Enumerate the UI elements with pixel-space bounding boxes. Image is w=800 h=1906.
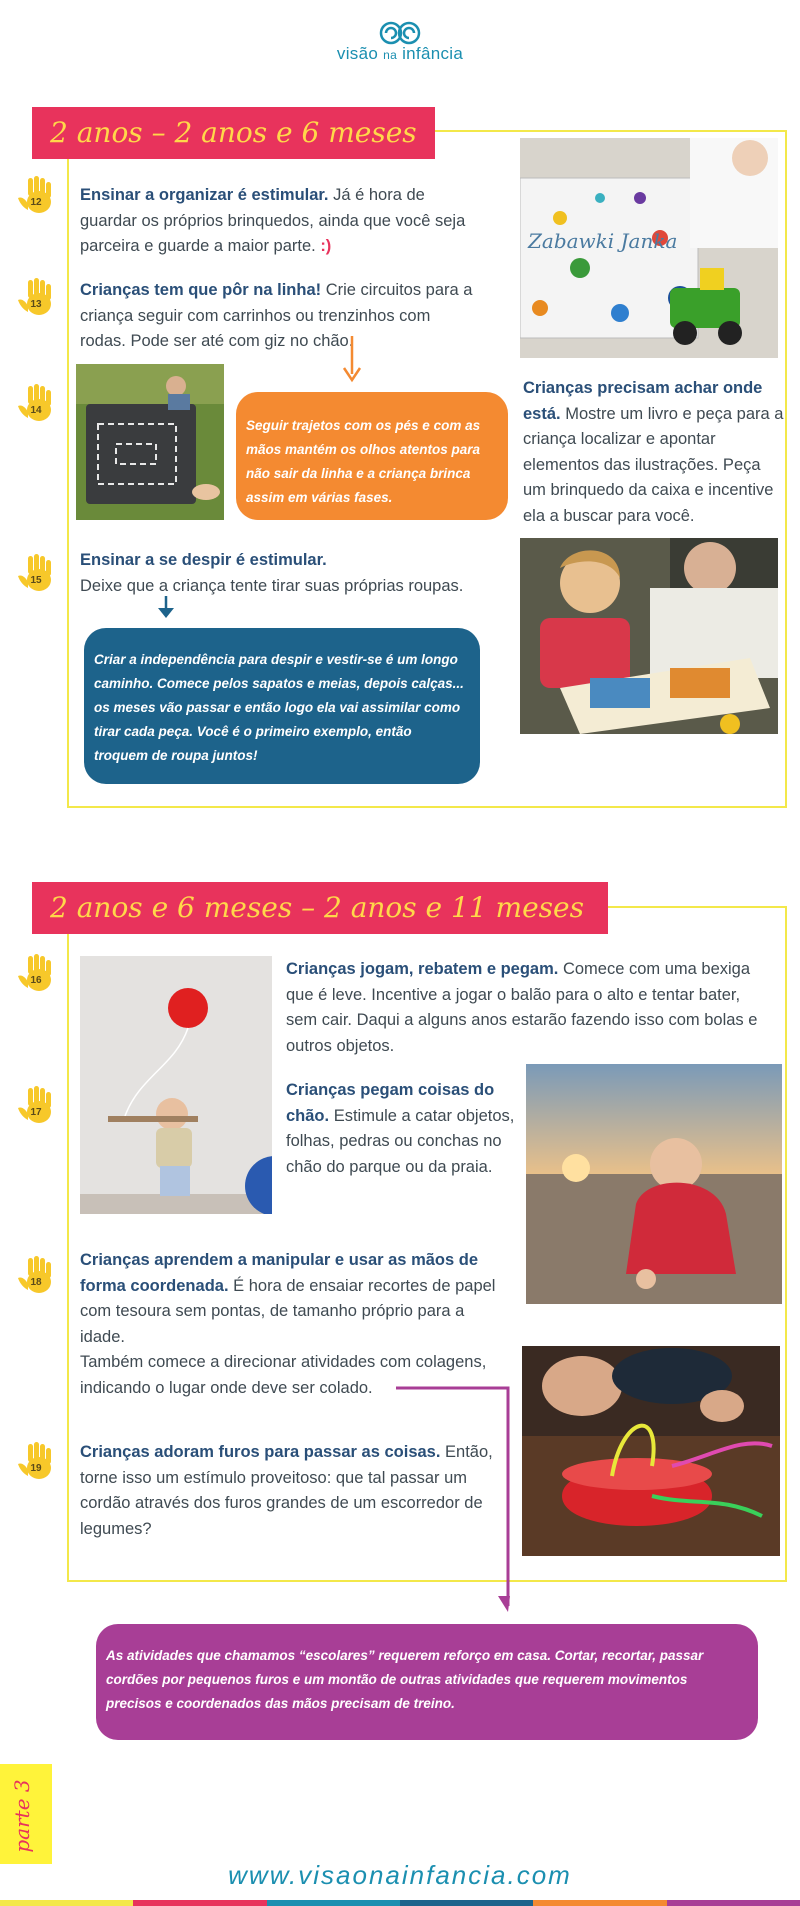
item-15-text [80,548,500,599]
photo-beach-child [526,1064,782,1304]
item-13-text: Crianças tem que pôr na linha! Crie circuitos para a criança seguir com carrinhos ou trenzinhos com rodas. Pode ser até com giz no chão. [80,281,473,350]
item-15-title: Ensinar a se despir é estimular. [80,551,327,569]
item-18-text [80,1248,508,1401]
hand-number-17 [14,1084,58,1128]
photo-balloon [80,956,272,1214]
item-14-text: Crianças precisam achar onde está. Mostre um livro e peça para a criança localizar e apontar elementos das ilustrações. Peça um brinquedo da caixa e incentive ela a buscar para você. [523,379,784,525]
photo-reading-book [520,538,778,734]
logo-text: visão na infância [336,44,464,63]
hand-number-12 [14,174,58,218]
item-16-text: Crianças jogam, rebatem e pegam. Comece com uma bexiga que é leve. Incentive a jogar o balão para o alto e tentar bater, sem cair. Daqui a alguns anos estarão fazendo isso com bolas e outros objetos. [286,960,758,1055]
hand-icon [14,174,58,218]
hand-icon [14,1440,58,1484]
callout-orange: Seguir trajetos com os pés e com as mãos mantém os olhos atentos para não sair da linha e a criança brinca assim em várias fases. [236,392,508,520]
hand-number-19 [14,1440,58,1484]
section-2-title: 2 anos e 6 meses – 2 anos e 11 meses [32,882,608,934]
spiral-eyes-logo-icon [379,20,421,46]
hand-icon [14,1084,58,1128]
item-number: 16 [30,975,42,986]
item-number: 17 [30,1107,42,1118]
item-18-body: Crianças aprendem a manipular e usar as mãos de forma coordenada. É hora de ensaiar recortes de papel com tesoura sem pontas, de tamanho próprio para a idade. [80,1251,496,1346]
photo-road-track [76,364,224,520]
section-1-title: 2 anos – 2 anos e 6 meses [32,107,435,159]
photo-colander [522,1346,780,1556]
hand-number-15 [14,552,58,596]
callout-blue: Criar a independência para despir e vestir-se é um longo caminho. Comece pelos sapatos e meias, depois calças... os meses vão passar e então logo ela vai assimilar como tirar cada peça. Você é o primeiro exemplo, então troquem de roupa juntos! [84,628,480,784]
item-number: 14 [30,405,42,416]
item-12-text: Ensinar a organizar é estimular. Já é hora de guardar os próprios brinquedos, ainda que você seja parceira e guarde a maior parte. :) [80,186,466,255]
item-15-body: Deixe que a criança tente tirar suas próprias roupas. [80,576,464,595]
item-17-text: Crianças pegam coisas do chão. Estimule a catar objetos, folhas, pedras ou conchas no chão do parque ou da praia. [286,1081,515,1176]
callout-purple: As atividades que chamamos “escolares” requerem reforço em casa. Cortar, recortar, passar cordões por pequenos furos e um montão de outras atividades que requerem movimentos precisos e coordenados das mãos precisam de treino. [96,1624,758,1740]
part-side-tab [0,1764,52,1864]
hand-icon [14,552,58,596]
hand-number-14 [14,382,58,426]
hand-number-16 [14,952,58,996]
hand-number-13 [14,276,58,320]
arrow-down-icon [156,596,176,620]
item-19-text: Crianças adoram furos para passar as coisas. Então, torne isso um estímulo proveitoso: que tal passar um cordão através dos furos grandes de um escorredor de legumes? [80,1443,493,1538]
photo-toy-box [520,138,778,358]
hand-icon [14,1254,58,1298]
toy-box-label: Zabawki Janka [528,229,678,253]
hand-number-18 [14,1254,58,1298]
item-number: 19 [30,1463,42,1474]
part-label: parte 3 [10,1779,34,1853]
arrow-down-icon [340,336,364,384]
item-number: 15 [30,575,42,586]
item-number: 12 [30,197,42,208]
bottom-color-bar [0,1900,800,1906]
item-18-body-2: Também comece a direcionar atividades com colagens, indicando o lugar onde deve ser colado. [80,1353,487,1397]
hand-icon [14,276,58,320]
website-url[interactable]: www.visaonainfancia.com [228,1860,572,1890]
hand-icon [14,952,58,996]
site-logo[interactable] [0,20,800,64]
item-number: 18 [30,1277,42,1288]
hand-icon [14,382,58,426]
item-number: 13 [30,299,42,310]
